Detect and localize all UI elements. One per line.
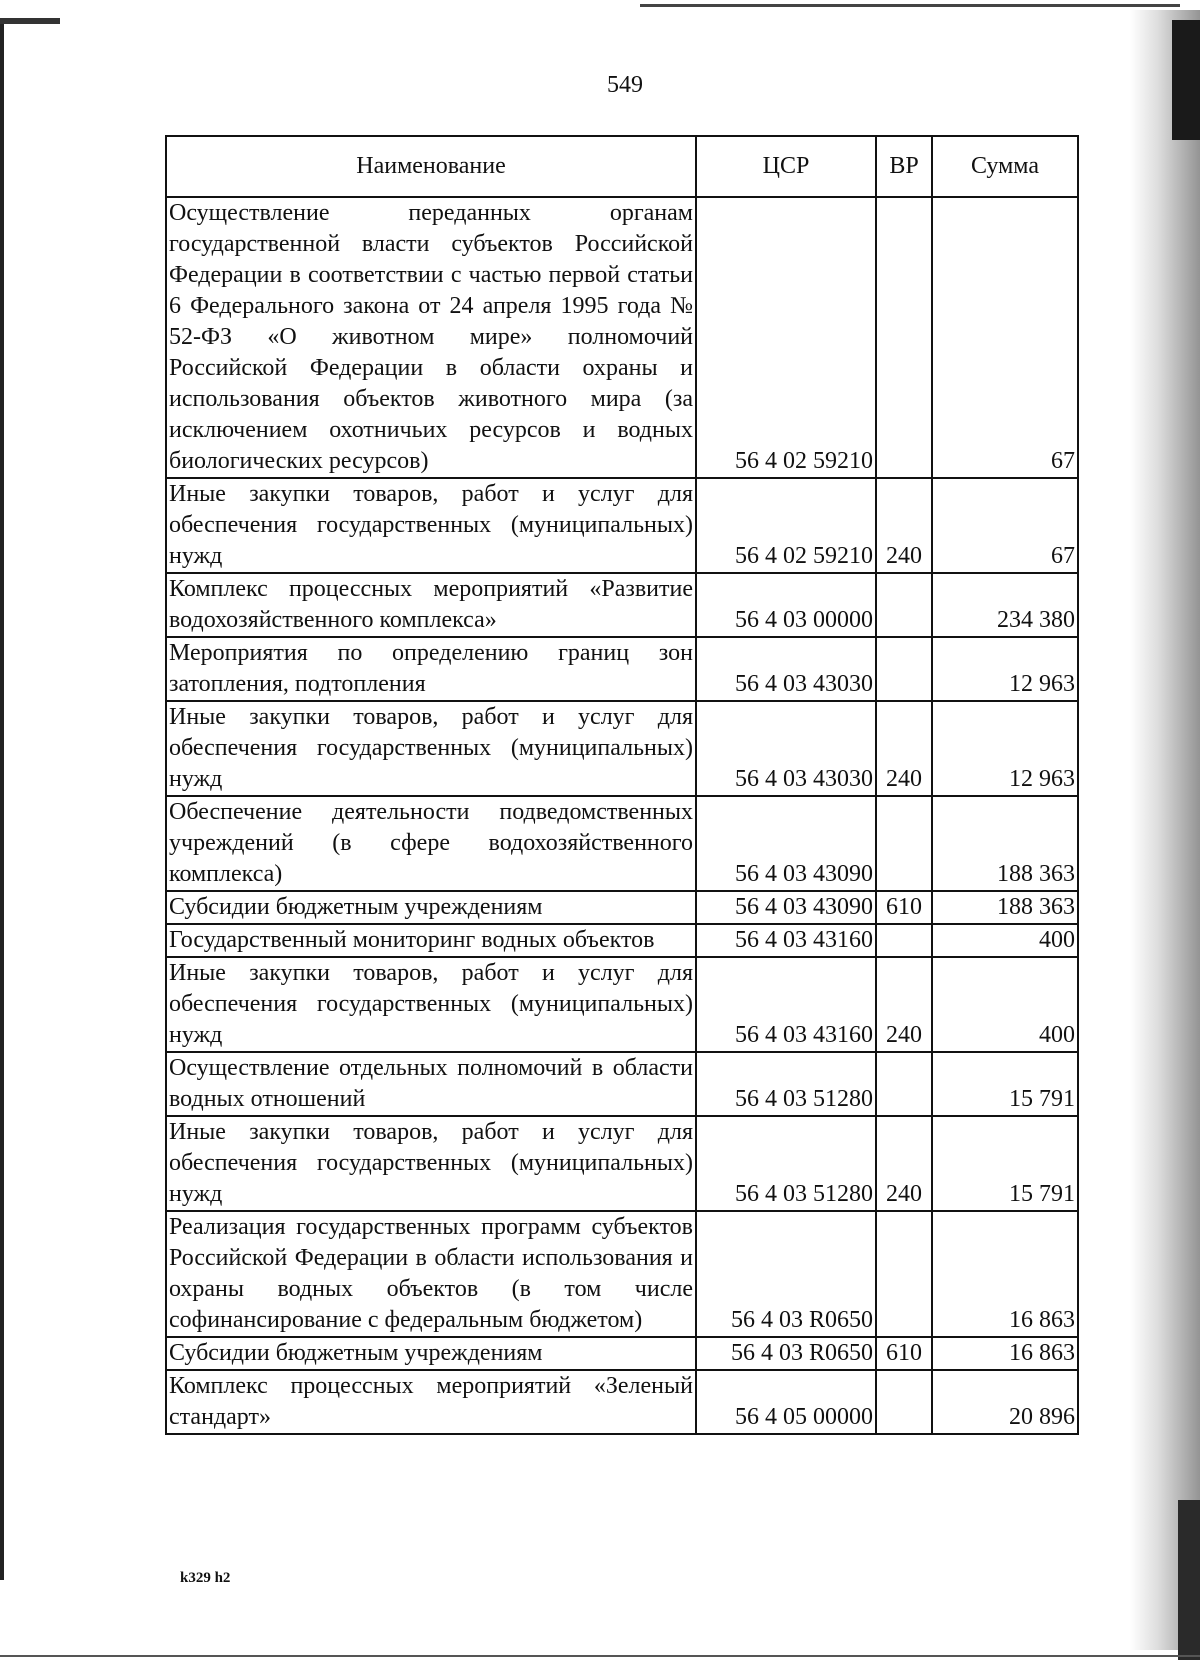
row-name: Осуществление переданных органам государственной власти субъектов Российской Федерации в соответствии с частью первой статьи 6 Федерального закона от 24 апреля 1995 года № 52-ФЗ «О животном мире» полномочий Российской Федерации в области охраны и использования объектов животного мира (за исключением охотничьих ресурсов и водных биологических ресурсов)	[166, 197, 696, 478]
row-vr	[876, 924, 932, 957]
row-csr: 56 4 03 51280	[696, 1052, 876, 1116]
row-vr	[876, 796, 932, 891]
row-sum: 400	[932, 924, 1078, 957]
budget-table	[165, 135, 1079, 1435]
scan-corner-mark	[0, 18, 60, 24]
row-name: Реализация государственных программ субъектов Российской Федерации в области использования и охраны водных объектов (в том числе софинансирование с федеральным бюджетом)	[166, 1211, 696, 1337]
row-vr: 610	[876, 891, 932, 924]
row-sum: 188 363	[932, 891, 1078, 924]
row-vr: 240	[876, 957, 932, 1052]
scan-bottom-line	[0, 1655, 1200, 1657]
row-csr: 56 4 03 51280	[696, 1116, 876, 1211]
row-name: Комплекс процессных мероприятий «Зеленый стандарт»	[166, 1370, 696, 1434]
row-sum: 188 363	[932, 796, 1078, 891]
row-name: Иные закупки товаров, работ и услуг для обеспечения государственных (муниципальных) нужд	[166, 957, 696, 1052]
row-sum: 15 791	[932, 1052, 1078, 1116]
table-row	[166, 1370, 1078, 1434]
row-sum: 20 896	[932, 1370, 1078, 1434]
row-csr: 56 4 03 43090	[696, 891, 876, 924]
table-header-row	[166, 136, 1078, 197]
row-vr: 240	[876, 1116, 932, 1211]
table-row	[166, 1211, 1078, 1337]
row-name: Субсидии бюджетным учреждениям	[166, 1337, 696, 1370]
row-name: Иные закупки товаров, работ и услуг для обеспечения государственных (муниципальных) нужд	[166, 478, 696, 573]
table-row	[166, 796, 1078, 891]
row-name: Иные закупки товаров, работ и услуг для обеспечения государственных (муниципальных) нужд	[166, 701, 696, 796]
scan-top-line	[640, 4, 1180, 7]
row-sum: 12 963	[932, 701, 1078, 796]
row-vr: 240	[876, 701, 932, 796]
row-csr: 56 4 03 R0650	[696, 1211, 876, 1337]
row-name: Осуществление отдельных полномочий в области водных отношений	[166, 1052, 696, 1116]
row-vr	[876, 1370, 932, 1434]
row-name: Государственный мониторинг водных объектов	[166, 924, 696, 957]
footer-code: k329 h2	[180, 1570, 231, 1586]
row-csr: 56 4 03 R0650	[696, 1337, 876, 1370]
row-vr	[876, 197, 932, 478]
row-csr: 56 4 05 00000	[696, 1370, 876, 1434]
table-row	[166, 957, 1078, 1052]
row-sum: 15 791	[932, 1116, 1078, 1211]
scan-edge-left	[0, 20, 4, 1580]
table-row	[166, 637, 1078, 701]
row-sum: 67	[932, 478, 1078, 573]
row-name: Комплекс процессных мероприятий «Развитие водохозяйственного комплекса»	[166, 573, 696, 637]
row-name: Мероприятия по определению границ зон затопления, подтопления	[166, 637, 696, 701]
header-sum: Сумма	[932, 136, 1078, 197]
table-row	[166, 924, 1078, 957]
scan-edge-right	[1130, 10, 1200, 1650]
table-row	[166, 891, 1078, 924]
row-sum: 12 963	[932, 637, 1078, 701]
row-sum: 67	[932, 197, 1078, 478]
row-csr: 56 4 03 43030	[696, 637, 876, 701]
table-row	[166, 701, 1078, 796]
row-csr: 56 4 02 59210	[696, 197, 876, 478]
row-csr: 56 4 02 59210	[696, 478, 876, 573]
table-row	[166, 197, 1078, 478]
table-row	[166, 478, 1078, 573]
row-vr	[876, 1052, 932, 1116]
row-vr: 610	[876, 1337, 932, 1370]
row-vr	[876, 1211, 932, 1337]
table-row	[166, 1337, 1078, 1370]
row-sum: 234 380	[932, 573, 1078, 637]
table-row	[166, 1052, 1078, 1116]
page-number: 549	[607, 72, 643, 98]
row-vr	[876, 637, 932, 701]
row-csr: 56 4 03 43030	[696, 701, 876, 796]
row-csr: 56 4 03 43090	[696, 796, 876, 891]
row-csr: 56 4 03 43160	[696, 924, 876, 957]
row-csr: 56 4 03 00000	[696, 573, 876, 637]
row-sum: 400	[932, 957, 1078, 1052]
row-sum: 16 863	[932, 1337, 1078, 1370]
row-sum: 16 863	[932, 1211, 1078, 1337]
header-vr: ВР	[876, 136, 932, 197]
row-name: Субсидии бюджетным учреждениям	[166, 891, 696, 924]
header-name: Наименование	[166, 136, 696, 197]
row-vr: 240	[876, 478, 932, 573]
table-row	[166, 573, 1078, 637]
row-name: Обеспечение деятельности подведомственных учреждений (в сфере водохозяйственного комплекса)	[166, 796, 696, 891]
scan-edge-right-shadow-bottom	[1178, 1500, 1200, 1660]
row-vr	[876, 573, 932, 637]
header-csr: ЦСР	[696, 136, 876, 197]
row-name: Иные закупки товаров, работ и услуг для обеспечения государственных (муниципальных) нужд	[166, 1116, 696, 1211]
row-csr: 56 4 03 43160	[696, 957, 876, 1052]
table-row	[166, 1116, 1078, 1211]
